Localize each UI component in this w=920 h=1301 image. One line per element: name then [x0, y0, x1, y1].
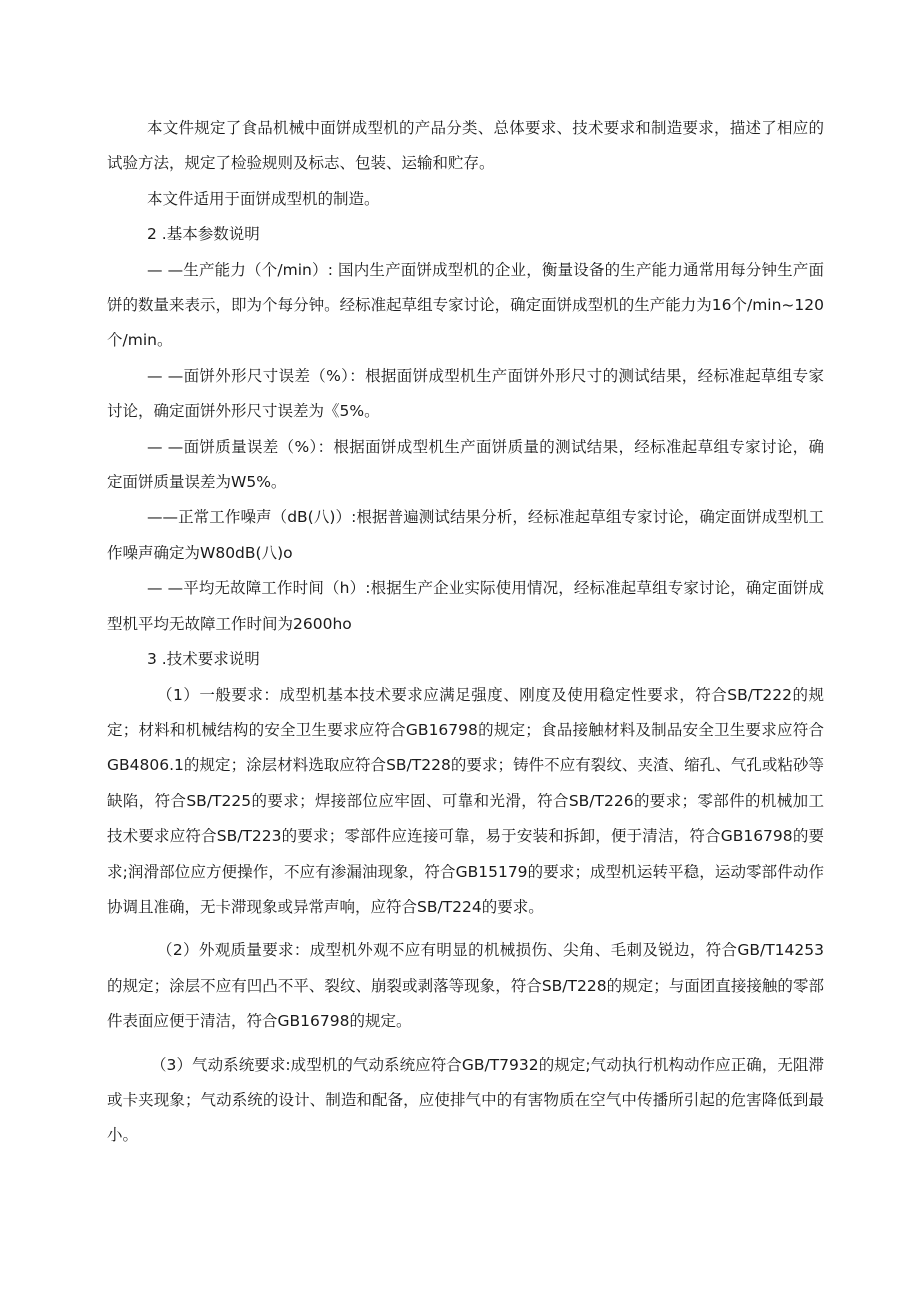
param-mtbf: — —平均无故障工作时间（h）:根据生产企业实际使用情况，经标准起草组专家讨论，确定面饼成型机平均无故障工作时间为2600ho — [107, 579, 824, 633]
param-production-capacity: — —生产能力（个/min）: 国内生产面饼成型机的企业，衡量设备的生产能力通常用每分钟生产面饼的数量来表示，即为个每分钟。经标准起草组专家讨论，确定面饼成型机的生产能力为16个/min~120个/min。 — [107, 260, 824, 350]
req-pneumatic: （3）气动系统要求:成型机的气动系统应符合GB/T7932的规定;气动执行机构动作应正确，无阻滞或卡夹现象；气动系统的设计、制造和配备，应使排气中的有害物质在空气中传播所引起的危害降低到最小。 — [107, 1055, 824, 1145]
req-general: （1）一般要求：成型机基本技术要求应满足强度、刚度及使用稳定性要求，符合SB/T222的规定；材料和机械结构的安全卫生要求应符合GB16798的规定；食品接触材料及制品安全卫生要求应符合GB4806.1的规定；涂层材料选取应符合SB/T228的要求；铸件不应有裂纹、夹渣、缩孔、气孔或粘砂等缺陷，符合SB/T225的要求；焊接部位应牢固、可靠和光滑，符合SB/T226的要求；零部件的机械加工技术要求应符合SB/T223的要求；零部件应连接可靠，易于安装和拆卸，便于清洁，符合GB16798的要求;润滑部位应方便操作，不应有渗漏油现象，符合GB15179的要求；成型机运转平稳，运动零部件动作协调且准确，无卡滞现象或异常声响，应符合SB/T224的要求。 — [107, 685, 824, 916]
param-shape-size-error: — —面饼外形尺寸误差（%）：根据面饼成型机生产面饼外形尺寸的测试结果，经标准起草组专家讨论，确定面饼外形尺寸误差为《5%。 — [107, 366, 824, 421]
section-2-heading: 2 .基本参数说明 — [147, 225, 260, 244]
param-noise: ——正常工作噪声（dB(八)）:根据普遍测试结果分析，经标准起草组专家讨论，确定面饼成型机工作噪声确定为W80dB(八)o — [107, 508, 824, 562]
req-appearance: （2）外观质量要求：成型机外观不应有明显的机械损伤、尖角、毛刺及锐边，符合GB/T14253的规定；涂层不应有凹凸不平、裂纹、崩裂或剥落等现象，符合SB/T228的规定；与面团直接接触的零部件表面应便于清洁，符合GB16798的规定。 — [107, 941, 824, 1031]
applicability-paragraph: 本文件适用于面饼成型机的制造。 — [147, 189, 380, 208]
scope-paragraph: 本文件规定了食品机械中面饼成型机的产品分类、总体要求、技术要求和制造要求，描述了相应的试验方法，规定了检验规则及标志、包装、运输和贮存。 — [107, 119, 824, 173]
section-3-heading: 3 .技术要求说明 — [147, 650, 260, 669]
param-mass-error: — —面饼质量误差（%）：根据面饼成型机生产面饼质量的测试结果，经标准起草组专家讨论，确定面饼质量误差为W5%。 — [107, 437, 824, 492]
